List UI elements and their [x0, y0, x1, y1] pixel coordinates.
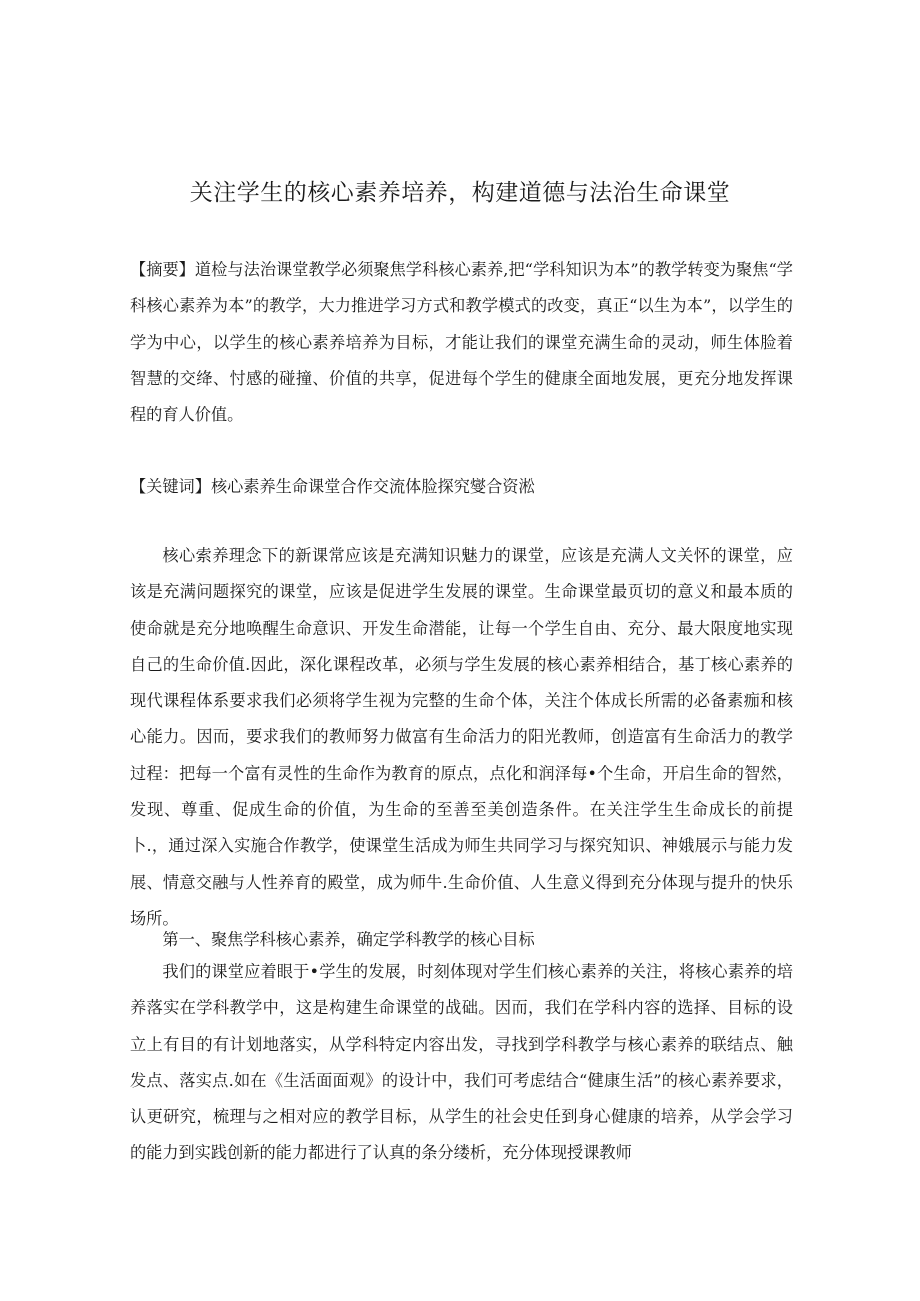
section-heading-1: 第一、聚焦学科核心素养，确定学科教学的核心目标 — [162, 930, 535, 949]
document-title: 关注学生的核心素养培养，构建道德与法治生命课堂 — [189, 180, 731, 206]
keywords-label: 【关键词】 — [130, 477, 211, 496]
abstract-text: 道检与法治课堂教学必须聚焦学科核心素养,把“学科知识为本”的教学转变为聚焦“学科核心素养为本”的教学，大力推进学习方式和教学模式的改变，真正“以生为本”，以学生的学为中心，以学生的核心素养培养为目标，才能让我们的课堂充满生命的灵动，师生体脸着智慧的交绛、忖感的碰撞、价值的共享，促进每个学生的健康全面地发展，更充分地发挥课程的育人价值。 — [130, 260, 793, 425]
keywords-text: 核心素养生命课堂合作交流体脸探究燮合资淞 — [210, 477, 535, 496]
abstract-label: 【摘要】 — [130, 260, 195, 279]
body-paragraph-2: 我们的课堂应着眼于•学生的发展，时刻体现对学生们核心素养的关注，将核心素养的培养落实在学科教学中，这是构建生命课堂的战础。因而，我们在学科内容的选择、目标的设立上有目的有计划地落实，从学科特定内容出发，寻找到学科教学与核心素养的联结点、触发点、落实点.如在《生活面面观》的设计中，我们可考虑结合“健康生活”的核心素养要求，认更研究，梳理与之相对应的教学目标，从学生的社会史任到身心健康的培养，从学会学习的能力到实践创新的能力都进行了认真的条分缕析，充分体现授课教师 — [130, 962, 793, 1163]
keywords — [130, 469, 793, 505]
body-paragraph-1: 核心索养理念下的新课常应该是充满知识魅力的课堂，应该是充满人文关怀的课堂，应该是充满问题探究的课堂，应该是促进学生发展的课堂。生命课堂最页切的意义和最本质的使命就是充分地唤醒生命意识、开发生命潜能，让每一个学生自由、充分、最大限度地实现自己的生命价值.因此，深化课程改革，必须与学生发展的核心素养相结合，基丁核心素养的现代课程体系要求我们必须将学生视为完整的生命个体，关注个体成长所需的必备素痂和核心能力。因而，要求我们的教师努力做富有生命活力的阳光教师，创造富有生命活力的教学过程：把每一个富有灵性的生命作为教育的原点，点化和润泽每•个生命，开启生命的智然，发现、尊重、促成生命的价值，为生命的至善至美创造条件。在关注学生生命成长的前提卜.，通过深入实施合作教学，使课堂生活成为师生共同学习与探究知识、神娥展示与能力发展、情意交融与人性养育的殿堂，成为师牛.生命价值、人生意义得到充分体现与提升的快乐场所。 — [130, 546, 793, 928]
abstract — [130, 252, 793, 433]
